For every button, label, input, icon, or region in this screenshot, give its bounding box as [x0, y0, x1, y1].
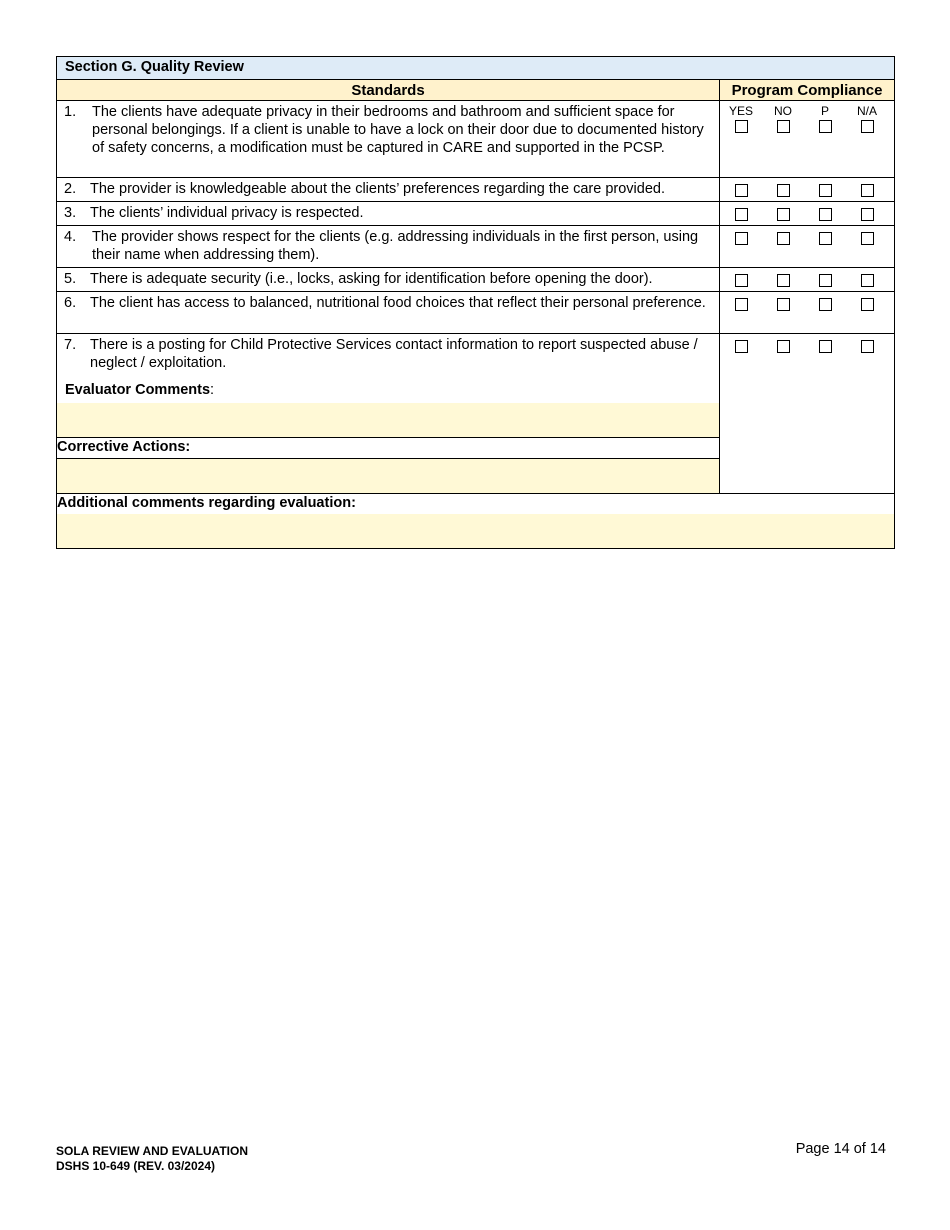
standard-text: The clients’ individual privacy is respected. — [90, 205, 364, 221]
checkbox-na-3[interactable] — [861, 208, 874, 221]
checkbox-no-2[interactable] — [777, 184, 790, 197]
checkbox-yes-3[interactable] — [735, 208, 748, 221]
evaluator-comments-colon: : — [210, 382, 215, 398]
compliance-header: Program Compliance — [720, 80, 895, 101]
option-label-yes: YES — [728, 104, 753, 118]
standard-row-2 — [57, 178, 720, 202]
checkbox-yes-5[interactable] — [735, 274, 748, 287]
corrective-actions-input[interactable] — [57, 459, 720, 494]
standard-row-7 — [57, 334, 720, 404]
checkbox-no-6[interactable] — [777, 298, 790, 311]
compliance-cell-7 — [720, 334, 895, 494]
standard-text: The clients have adequate privacy in their bedrooms and bathroom and sufficient space for personal belongings. If a client is unable to have a lock on their door due to documented history of safety concerns, a modification must be captured in CARE and supported in the PCSP. — [92, 104, 704, 156]
standard-row-1 — [57, 101, 720, 178]
option-label-no: NO — [774, 104, 792, 118]
checkbox-p-4[interactable] — [819, 232, 832, 245]
section-title: Section G. Quality Review — [57, 57, 895, 80]
checkbox-no-4[interactable] — [777, 232, 790, 245]
evaluator-comments-input[interactable] — [57, 403, 720, 438]
standard-text: There is adequate security (i.e., locks, asking for identification before opening the door). — [90, 271, 653, 287]
corrective-actions-label: Corrective Actions: — [57, 438, 720, 459]
checkbox-na-6[interactable] — [861, 298, 874, 311]
checkbox-p-5[interactable] — [819, 274, 832, 287]
standard-number: 7. — [64, 337, 77, 353]
checkbox-p-1[interactable] — [819, 120, 832, 133]
checkbox-p-2[interactable] — [819, 184, 832, 197]
option-label-p: P — [820, 104, 829, 118]
compliance-cell-4 — [720, 226, 895, 268]
checkbox-yes-7[interactable] — [735, 340, 748, 353]
standard-text: The client has access to balanced, nutritional food choices that reflect their personal preference. — [90, 295, 706, 311]
compliance-cell-2 — [720, 178, 895, 202]
checkbox-na-4[interactable] — [861, 232, 874, 245]
standard-number: 6. — [64, 295, 77, 311]
checkbox-yes-2[interactable] — [735, 184, 748, 197]
quality-review-table — [56, 56, 895, 549]
standard-row-5 — [57, 268, 720, 292]
compliance-cell-5 — [720, 268, 895, 292]
additional-comments-label: Additional comments regarding evaluation: — [57, 494, 895, 515]
evaluator-comments-heading — [57, 375, 719, 403]
checkbox-na-1[interactable] — [861, 120, 874, 133]
checkbox-na-7[interactable] — [861, 340, 874, 353]
standards-header: Standards — [57, 80, 720, 101]
checkbox-no-5[interactable] — [777, 274, 790, 287]
standard-text: The provider is knowledgeable about the clients’ preferences regarding the care provided. — [90, 181, 665, 197]
standard-number: 2. — [64, 181, 77, 197]
standard-text: The provider shows respect for the clients (e.g. addressing individuals in the first person, using their name when addressing them). — [92, 229, 699, 263]
standard-number: 3. — [64, 205, 77, 221]
additional-comments-input[interactable] — [57, 514, 895, 549]
form-footer — [56, 1144, 248, 1174]
form-title: SOLA REVIEW AND EVALUATION — [56, 1144, 248, 1158]
standard-row-3 — [57, 202, 720, 226]
checkbox-yes-6[interactable] — [735, 298, 748, 311]
checkbox-no-1[interactable] — [777, 120, 790, 133]
standard-text: There is a posting for Child Protective Services contact information to report suspected abuse / neglect / exploitation. — [90, 337, 698, 371]
compliance-cell-3 — [720, 202, 895, 226]
compliance-cell-6 — [720, 292, 895, 334]
checkbox-p-3[interactable] — [819, 208, 832, 221]
form-number: DSHS 10-649 (REV. 03/2024) — [56, 1159, 215, 1173]
checkbox-no-7[interactable] — [777, 340, 790, 353]
compliance-option-labels — [720, 101, 894, 118]
compliance-cell-1 — [720, 101, 895, 178]
evaluator-comments-label: Evaluator Comments — [65, 382, 211, 398]
standard-number: 4. — [64, 229, 77, 245]
checkbox-p-7[interactable] — [819, 340, 832, 353]
standard-row-6 — [57, 292, 720, 334]
standard-number: 1. — [64, 104, 77, 120]
page-number: Page 14 of 14 — [795, 1141, 886, 1157]
checkbox-p-6[interactable] — [819, 298, 832, 311]
option-label-na: N/A — [856, 104, 877, 118]
checkbox-na-2[interactable] — [861, 184, 874, 197]
checkbox-yes-1[interactable] — [735, 120, 748, 133]
standard-row-4 — [57, 226, 720, 268]
checkbox-yes-4[interactable] — [735, 232, 748, 245]
checkbox-na-5[interactable] — [861, 274, 874, 287]
checkbox-no-3[interactable] — [777, 208, 790, 221]
standard-number: 5. — [64, 271, 77, 287]
